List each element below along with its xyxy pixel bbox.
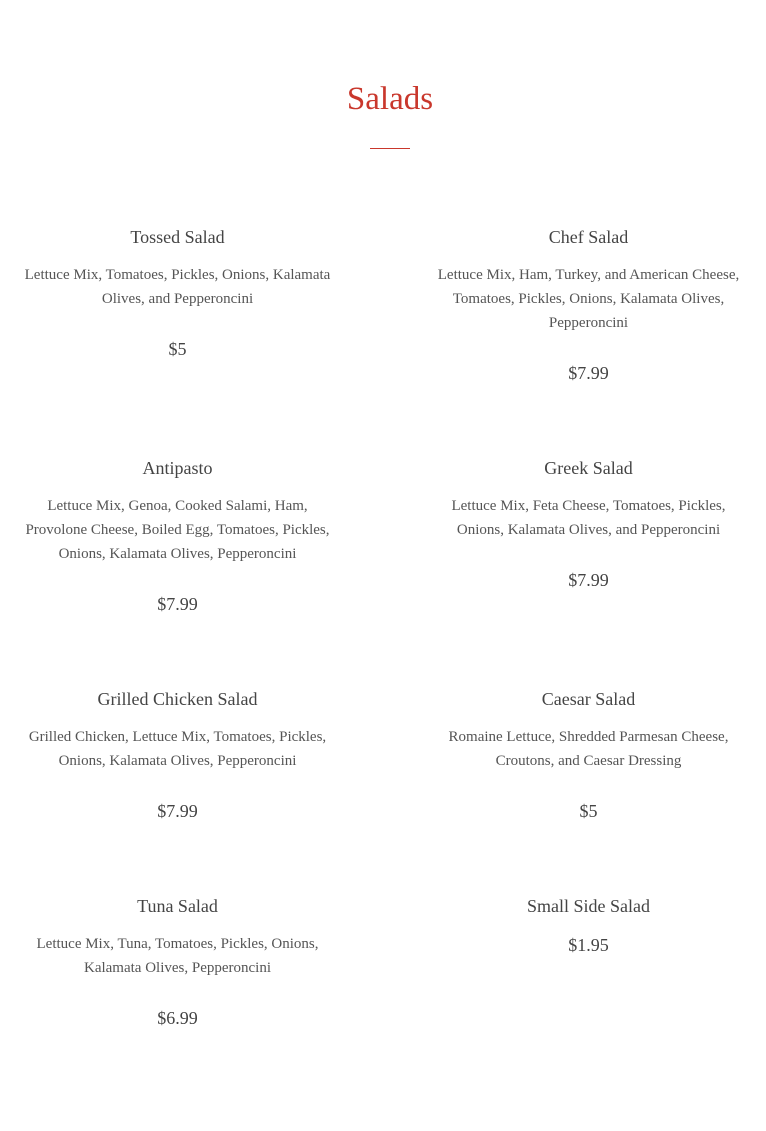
item-price: $5 (579, 801, 598, 821)
item-price: $7.99 (157, 801, 198, 821)
item-description: Lettuce Mix, Tuna, Tomatoes, Pickles, Onions, Kalamata Olives, Pepperoncini (36, 936, 319, 976)
item-price: $1.95 (568, 935, 609, 955)
item-description: Lettuce Mix, Genoa, Cooked Salami, Ham, Provolone Cheese, Boiled Egg, Tomatoes, Pickles, Onions, Kalamata Olives, Pepperoncini (25, 498, 330, 562)
item-description: Lettuce Mix, Ham, Turkey, and American Cheese, Tomatoes, Pickles, Onions, Kalamata Olives, Pepperoncini (437, 267, 740, 331)
item-price: $7.99 (568, 363, 609, 383)
item-price: $5 (168, 339, 187, 359)
menu-item-tossed-salad (22, 225, 333, 361)
title-divider (370, 148, 410, 149)
item-description: Lettuce Mix, Tomatoes, Pickles, Onions, Kalamata Olives, and Pepperoncini (24, 267, 331, 307)
item-name: Antipasto (142, 458, 213, 478)
item-price: $7.99 (568, 570, 609, 590)
menu-item-caesar-salad (433, 687, 744, 823)
item-name: Greek Salad (544, 458, 633, 478)
menu-item-chef-salad (433, 225, 744, 385)
menu-item-grilled-chicken-salad (22, 687, 333, 823)
item-name: Grilled Chicken Salad (97, 689, 258, 709)
menu-item-greek-salad (433, 456, 744, 592)
item-name: Small Side Salad (527, 896, 650, 916)
item-name: Tossed Salad (130, 227, 225, 247)
menu-item-small-side-salad (433, 894, 744, 957)
item-price: $7.99 (157, 594, 198, 614)
menu-item-tuna-salad (22, 894, 333, 1030)
section-title: Salads (346, 81, 434, 117)
item-description: Lettuce Mix, Feta Cheese, Tomatoes, Pickles, Onions, Kalamata Olives, and Pepperoncini (451, 498, 726, 538)
menu-item-antipasto (22, 456, 333, 616)
item-name: Caesar Salad (541, 689, 636, 709)
item-price: $6.99 (157, 1008, 198, 1028)
item-description: Romaine Lettuce, Shredded Parmesan Cheese, Croutons, and Caesar Dressing (448, 729, 729, 769)
item-name: Chef Salad (548, 227, 629, 247)
item-description: Grilled Chicken, Lettuce Mix, Tomatoes, Pickles, Onions, Kalamata Olives, Pepperoncini (28, 729, 327, 769)
item-name: Tuna Salad (137, 896, 218, 916)
